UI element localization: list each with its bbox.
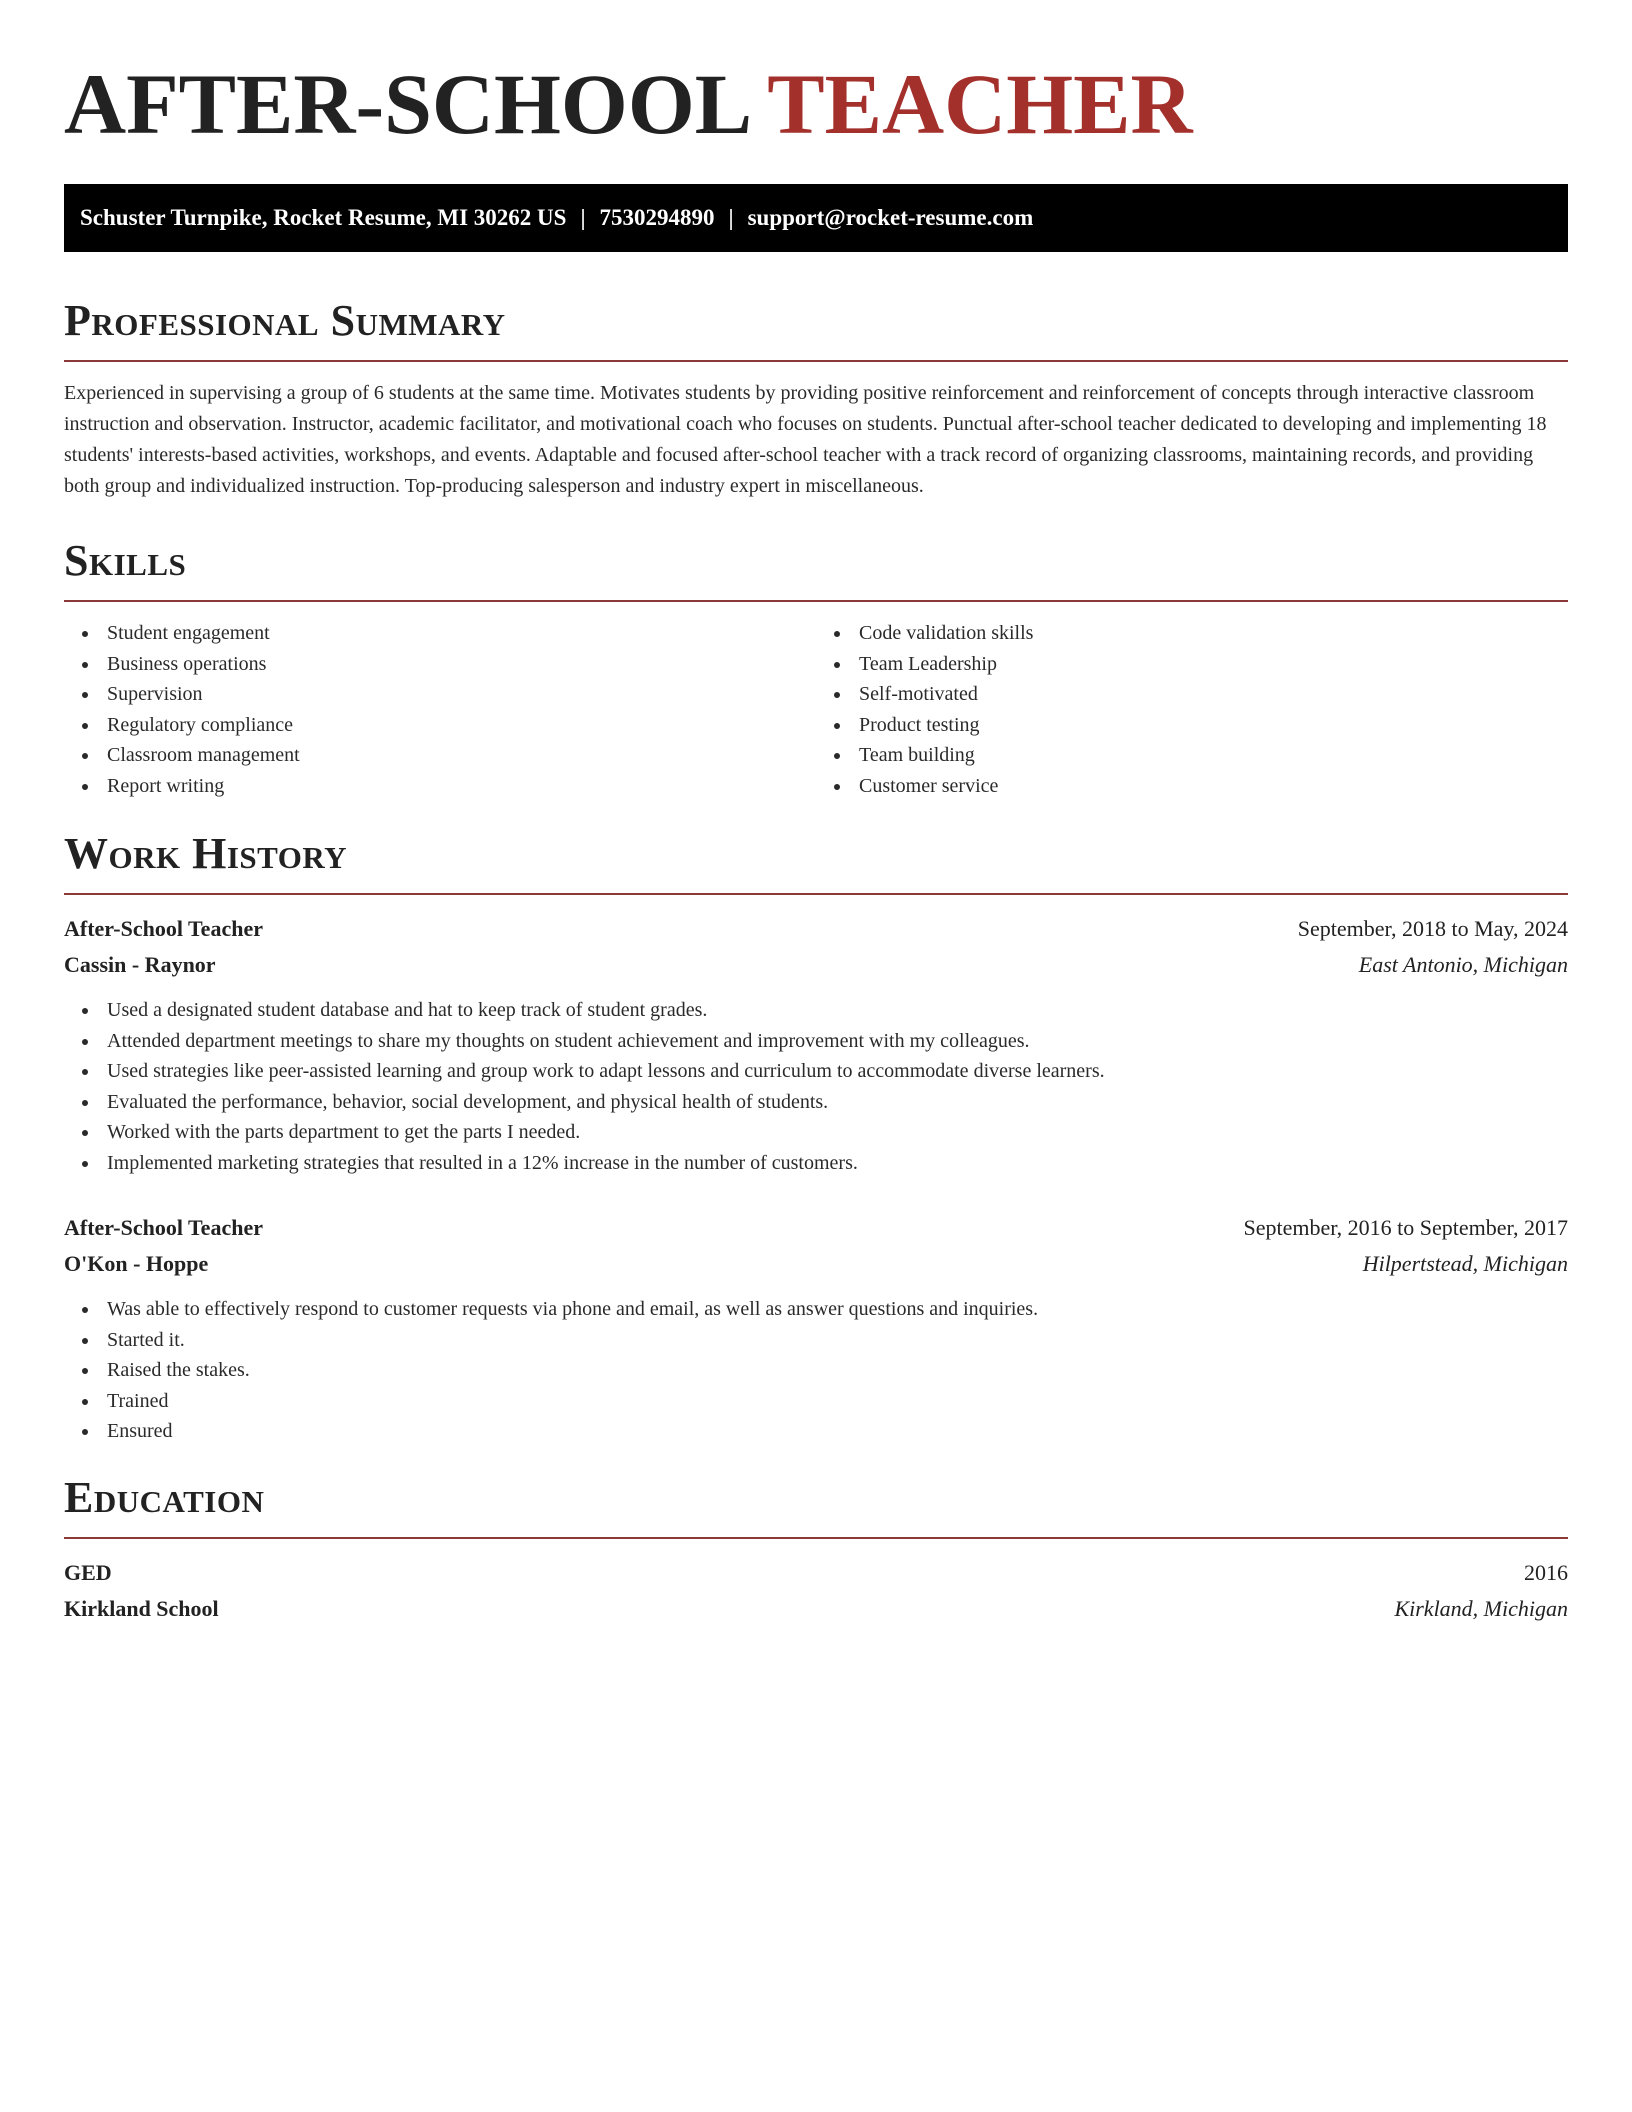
job-bullet: Used a designated student database and hat to keep track of student grades. [107, 995, 1568, 1026]
contact-email: support@rocket-resume.com [747, 205, 1034, 230]
skills-section [64, 536, 1568, 801]
job-location: Hilpertstead, Michigan [1362, 1251, 1568, 1276]
section-divider [64, 360, 1568, 362]
contact-separator: | [580, 205, 586, 230]
skills-list-left [64, 618, 816, 801]
job-bullet: Implemented marketing strategies that resulted in a 12% increase in the number of customers. [107, 1148, 1568, 1179]
job-bullets [64, 995, 1568, 1178]
skills-heading: Skills [64, 536, 187, 585]
education-year: 2016 [1524, 1559, 1568, 1585]
contact-bar [64, 184, 1568, 252]
job-dates: September, 2016 to September, 2017 [1243, 1215, 1568, 1240]
skills-grid [64, 618, 1568, 801]
section-divider [64, 1537, 1568, 1539]
summary-heading: Professional Summary [64, 296, 506, 345]
job-bullet: Used strategies like peer-assisted learning and group work to adapt lessons and curriculum to accommodate diverse learners. [107, 1056, 1568, 1087]
education-school: Kirkland School [64, 1595, 219, 1621]
job-bullets [64, 1294, 1568, 1447]
contact-address: Schuster Turnpike, Rocket Resume, MI 30262 US [80, 205, 567, 230]
section-divider [64, 600, 1568, 602]
contact-separator: | [728, 205, 734, 230]
job-bullet: Raised the stakes. [107, 1355, 1568, 1386]
skill-item: Business operations [107, 649, 816, 680]
education-heading: Education [64, 1472, 265, 1522]
name-last: TEACHER [767, 56, 1193, 152]
summary-section [64, 296, 1568, 502]
education-degree: GED [64, 1559, 112, 1585]
skill-item: Product testing [859, 710, 1568, 741]
skill-item: Student engagement [107, 618, 816, 649]
name-first: AFTER-SCHOOL [64, 56, 748, 152]
job-bullet: Worked with the parts department to get the parts I needed. [107, 1117, 1568, 1148]
summary-text: Experienced in supervising a group of 6 students at the same time. Motivates students by providing positive reinforcement and reinforcement of concepts through interactive classroom instruction and observation. Instructor, academic facilitator, and motivational coach who focuses on students. Punctual after-school teacher dedicated to developing and implementing 18 students' interests-based activities, workshops, and events. Adaptable and focused after-school teacher with a track record of organizing classrooms, maintaining records, and providing both group and individualized instruction. Top-producing salesperson and industry expert in miscellaneous. [64, 382, 1547, 497]
skill-item: Supervision [107, 679, 816, 710]
skill-item: Customer service [859, 771, 1568, 802]
job-company: O'Kon - Hoppe [64, 1251, 209, 1276]
job-company: Cassin - Raynor [64, 952, 216, 977]
resume-name [64, 56, 1568, 152]
skill-item: Self-motivated [859, 679, 1568, 710]
contact-phone: 7530294890 [599, 205, 715, 230]
job-title: After-School Teacher [64, 1215, 263, 1240]
education-section [64, 1473, 1568, 1627]
section-divider [64, 893, 1568, 895]
work-history-heading: Work History [64, 829, 348, 878]
job-dates: September, 2018 to May, 2024 [1297, 916, 1568, 941]
job-bullet: Evaluated the performance, behavior, social development, and physical health of students. [107, 1087, 1568, 1118]
skill-item: Report writing [107, 771, 816, 802]
skills-list-right [816, 618, 1568, 801]
skill-item: Regulatory compliance [107, 710, 816, 741]
education-location: Kirkland, Michigan [1394, 1595, 1568, 1621]
job-title: After-School Teacher [64, 916, 263, 941]
job-bullet: Trained [107, 1386, 1568, 1417]
job-bullet: Ensured [107, 1416, 1568, 1447]
job-bullet: Attended department meetings to share my thoughts on student achievement and improvement with my colleagues. [107, 1026, 1568, 1057]
skill-item: Team building [859, 740, 1568, 771]
job-entry [64, 911, 1568, 1178]
job-bullet: Started it. [107, 1325, 1568, 1356]
work-history-section [64, 829, 1568, 1447]
job-bullet: Was able to effectively respond to customer requests via phone and email, as well as answer questions and inquiries. [107, 1294, 1568, 1325]
job-entry [64, 1210, 1568, 1447]
skill-item: Code validation skills [859, 618, 1568, 649]
job-location: East Antonio, Michigan [1358, 952, 1568, 977]
skill-item: Classroom management [107, 740, 816, 771]
skill-item: Team Leadership [859, 649, 1568, 680]
